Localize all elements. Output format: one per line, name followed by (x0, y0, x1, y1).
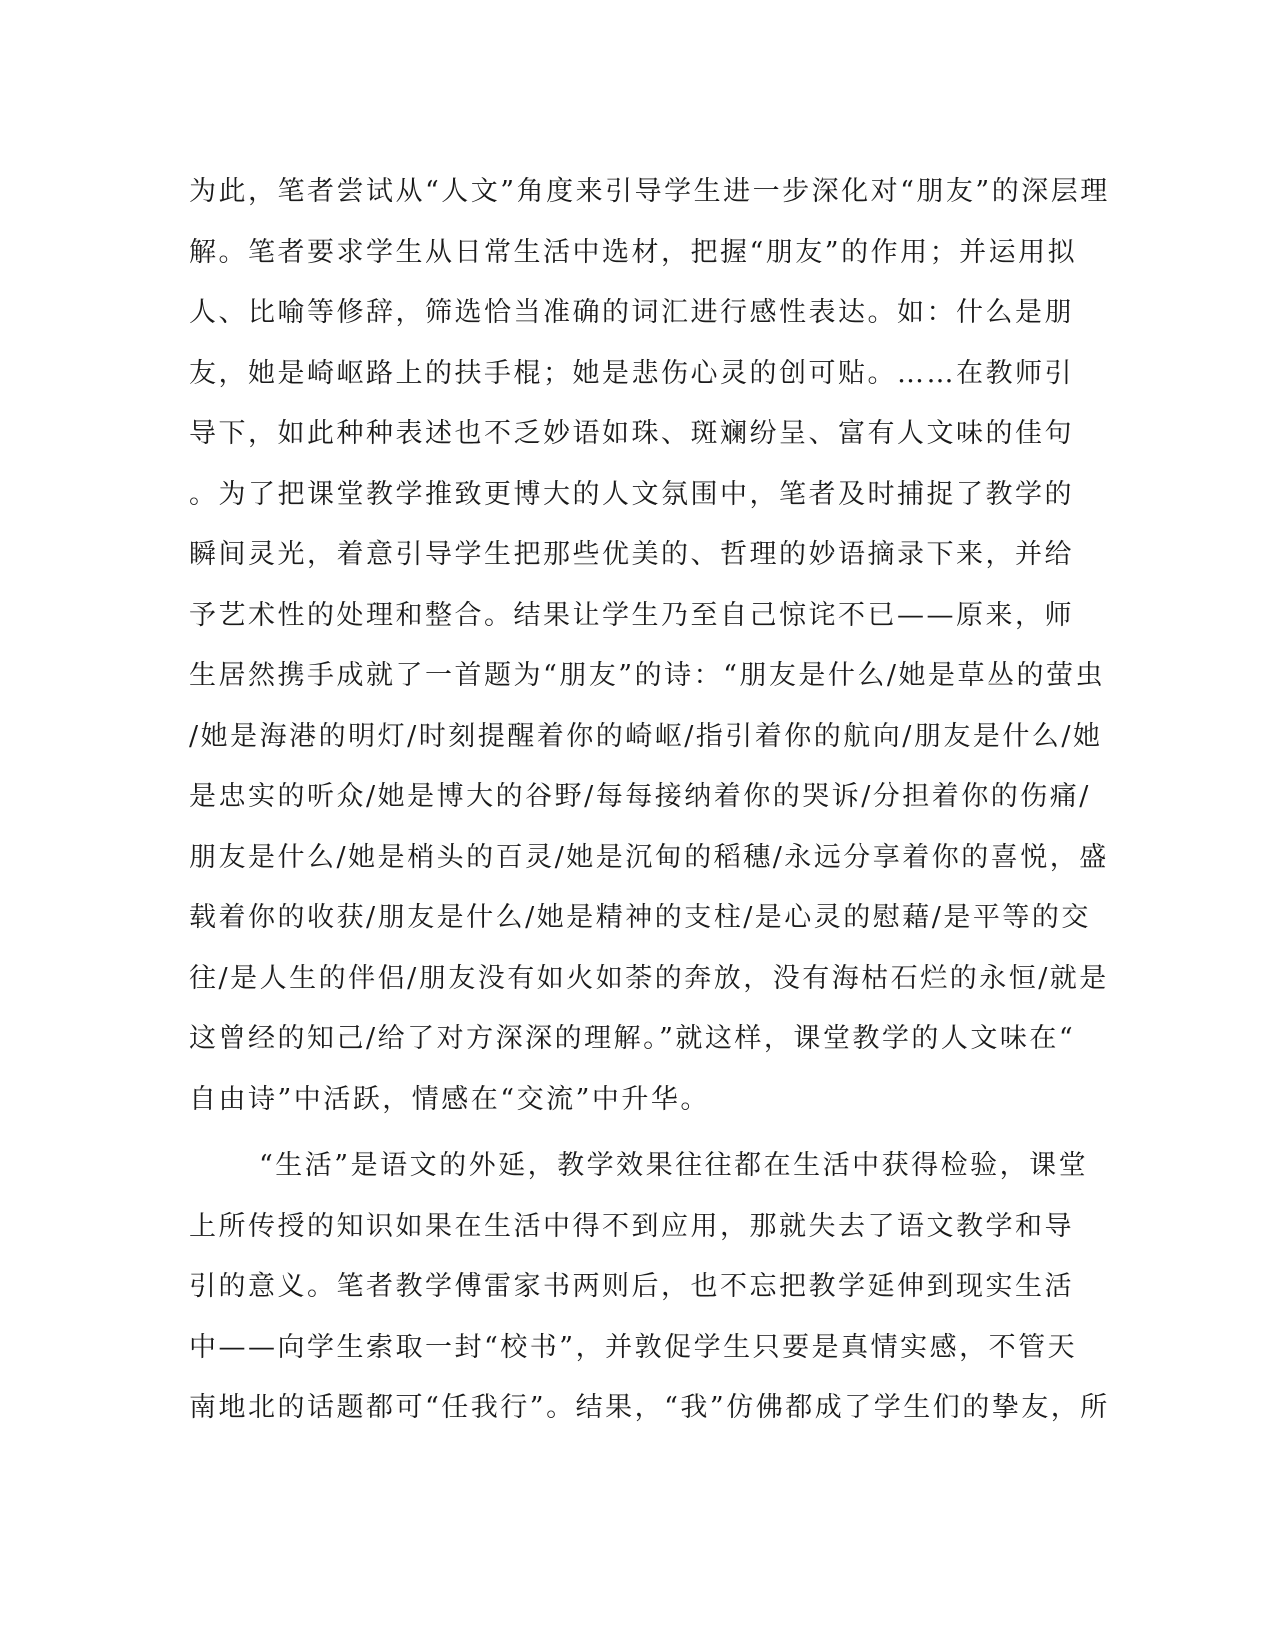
text-line: 上所传授的知识如果在生活中得不到应用，那就失去了语文教学和导 (189, 1210, 1074, 1242)
text-line: 载着你的收获/朋友是什么/她是精神的支柱/是心灵的慰藉/是平等的交 (189, 902, 1091, 933)
text-line: 友，她是崎岖路上的扶手棍；她是悲伤心灵的创可贴。……在教师引 (189, 357, 1074, 389)
text-line: 朋友是什么/她是梢头的百灵/她是沉甸的稻穗/永远分享着你的喜悦，盛 (189, 841, 1109, 873)
text-line: 中——向学生索取一封“校书”，并敦促学生只要是真情实感，不管天 (189, 1331, 1078, 1363)
text-line: 瞬间灵光，着意引导学生把那些优美的、哲理的妙语摘录下来，并给 (189, 539, 1074, 570)
text-line: 。为了把课堂教学推致更博大的人文氛围中，笔者及时捕捉了教学的 (189, 478, 1074, 510)
text-line: 人、比喻等修辞，筛选恰当准确的词汇进行感性表达。如：什么是朋 (189, 297, 1074, 328)
paragraph-2 (189, 1136, 1110, 1439)
text-line: 往/是人生的伴侣/朋友没有如火如荼的奔放，没有海枯石烂的永恒/就是 (189, 962, 1109, 994)
body-text (189, 162, 1110, 1439)
text-line: 为此，笔者尝试从“人文”角度来引导学生进一步深化对“朋友”的深层理 (189, 176, 1110, 207)
text-line: 这曾经的知己/给了对方深深的理解。”就这样，课堂教学的人文味在“ (189, 1023, 1076, 1054)
text-line: 引的意义。笔者教学傅雷家书两则后，也不忘把教学延伸到现实生活 (189, 1271, 1074, 1302)
text-line: 导下，如此种种表述也不乏妙语如珠、斑斓纷呈、富有人文味的佳句 (189, 418, 1074, 449)
text-line: 自由诗”中活跃，情感在“交流”中升华。 (189, 1083, 710, 1115)
text-line: /她是海港的明灯/时刻提醒着你的崎岖/指引着你的航向/朋友是什么/她 (189, 720, 1103, 752)
text-line: 解。笔者要求学生从日常生活中选材，把握“朋友”的作用；并运用拟 (189, 236, 1078, 268)
paragraph-1 (189, 162, 1110, 1130)
text-line: 予艺术性的处理和整合。结果让学生乃至自己惊诧不已——原来，师 (189, 599, 1074, 631)
text-line: 生居然携手成就了一首题为“朋友”的诗：“朋友是什么/她是草丛的萤虫 (189, 660, 1106, 691)
text-line: 是忠实的听众/她是博大的谷野/每每接纳着你的哭诉/分担着你的伤痛/ (189, 781, 1091, 812)
text-line: “生活”是语文的外延，教学效果往往都在生活中获得检验，课堂 (259, 1150, 1089, 1181)
text-line: 南地北的话题都可“任我行”。结果，“我”仿佛都成了学生们的挚友，所 (189, 1392, 1110, 1423)
